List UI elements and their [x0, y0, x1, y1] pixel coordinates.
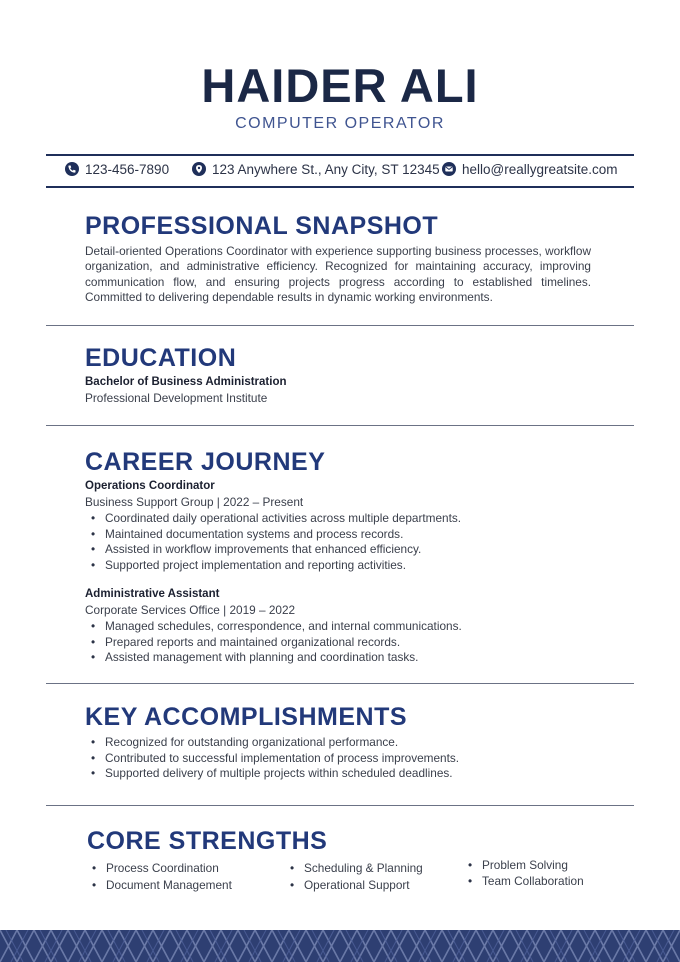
section-heading-education: EDUCATION: [85, 344, 237, 372]
job-bullet: • Assisted management with planning and coordination tasks.: [85, 650, 462, 666]
job-title: Operations Coordinator: [85, 480, 215, 492]
job-bullet: • Coordinated daily operational activities across multiple departments.: [85, 511, 461, 527]
contact-address: [192, 162, 440, 177]
job-bullet: • Prepared reports and maintained organizational records.: [85, 635, 462, 651]
location-pin-icon: [192, 162, 206, 176]
strengths-column-2: [284, 860, 423, 894]
section-divider: [46, 683, 634, 684]
contact-bar: [46, 154, 634, 188]
section-heading-strengths: CORE STRENGTHS: [87, 827, 328, 855]
strength-item: • Operational Support: [284, 877, 423, 894]
accomplishment-list: [85, 735, 459, 782]
section-heading-accomplishments: KEY ACCOMPLISHMENTS: [85, 703, 408, 731]
accomplishment-item: • Contributed to successful implementation of process improvements.: [85, 751, 459, 767]
contact-phone-text: 123-456-7890: [85, 162, 170, 177]
strength-item: • Team Collaboration: [462, 873, 584, 889]
education-institution: Professional Development Institute: [85, 391, 268, 405]
section-divider: [46, 425, 634, 426]
resume-role: COMPUTER OPERATOR: [235, 115, 445, 132]
job-bullet: • Supported project implementation and reporting activities.: [85, 558, 461, 574]
email-icon: [442, 162, 456, 176]
education-degree: Bachelor of Business Administration: [85, 376, 287, 388]
section-heading-career: CAREER JOURNEY: [85, 448, 326, 476]
snapshot-text: Detail-oriented Operations Coordinator with experience supporting business processes, workflow organization, and administrative efficiency. Recognized for maintaining accuracy, improving communication flow, and ensuring projects progress according to established timelines. Committed to delivering dependable results in dynamic working environments.: [85, 244, 591, 304]
job-bullet: • Maintained documentation systems and process records.: [85, 527, 461, 543]
section-divider: [46, 325, 634, 326]
strength-item: • Process Coordination: [86, 860, 232, 877]
job-bullet: • Assisted in workflow improvements that enhanced efficiency.: [85, 542, 461, 558]
section-divider: [46, 805, 634, 806]
strengths-column-3: [462, 857, 584, 889]
job-org: Corporate Services Office | 2019 – 2022: [85, 603, 296, 617]
strengths-column-1: [86, 860, 232, 894]
strength-item: • Problem Solving: [462, 857, 584, 873]
footer-pattern: [0, 930, 680, 962]
accomplishment-item: • Supported delivery of multiple projects within scheduled deadlines.: [85, 766, 459, 782]
contact-address-text: 123 Anywhere St., Any City, ST 12345: [212, 162, 440, 177]
job-title: Administrative Assistant: [85, 588, 220, 600]
resume-name: HAIDER ALI: [201, 59, 479, 112]
footer-pattern-band: [0, 930, 680, 962]
job-org: Business Support Group | 2022 – Present: [85, 495, 304, 509]
strength-item: • Scheduling & Planning: [284, 860, 423, 877]
job-bullets: [85, 619, 462, 666]
job-bullet: • Managed schedules, correspondence, and internal communications.: [85, 619, 462, 635]
phone-icon: [65, 162, 79, 176]
accomplishment-item: • Recognized for outstanding organizational performance.: [85, 735, 459, 751]
strength-item: • Document Management: [86, 877, 232, 894]
contact-email-text: hello@reallygreatsite.com: [462, 162, 618, 177]
job-bullets: [85, 511, 461, 573]
section-heading-snapshot: PROFESSIONAL SNAPSHOT: [85, 212, 439, 240]
contact-phone[interactable]: [65, 162, 169, 177]
contact-email[interactable]: [442, 162, 618, 177]
